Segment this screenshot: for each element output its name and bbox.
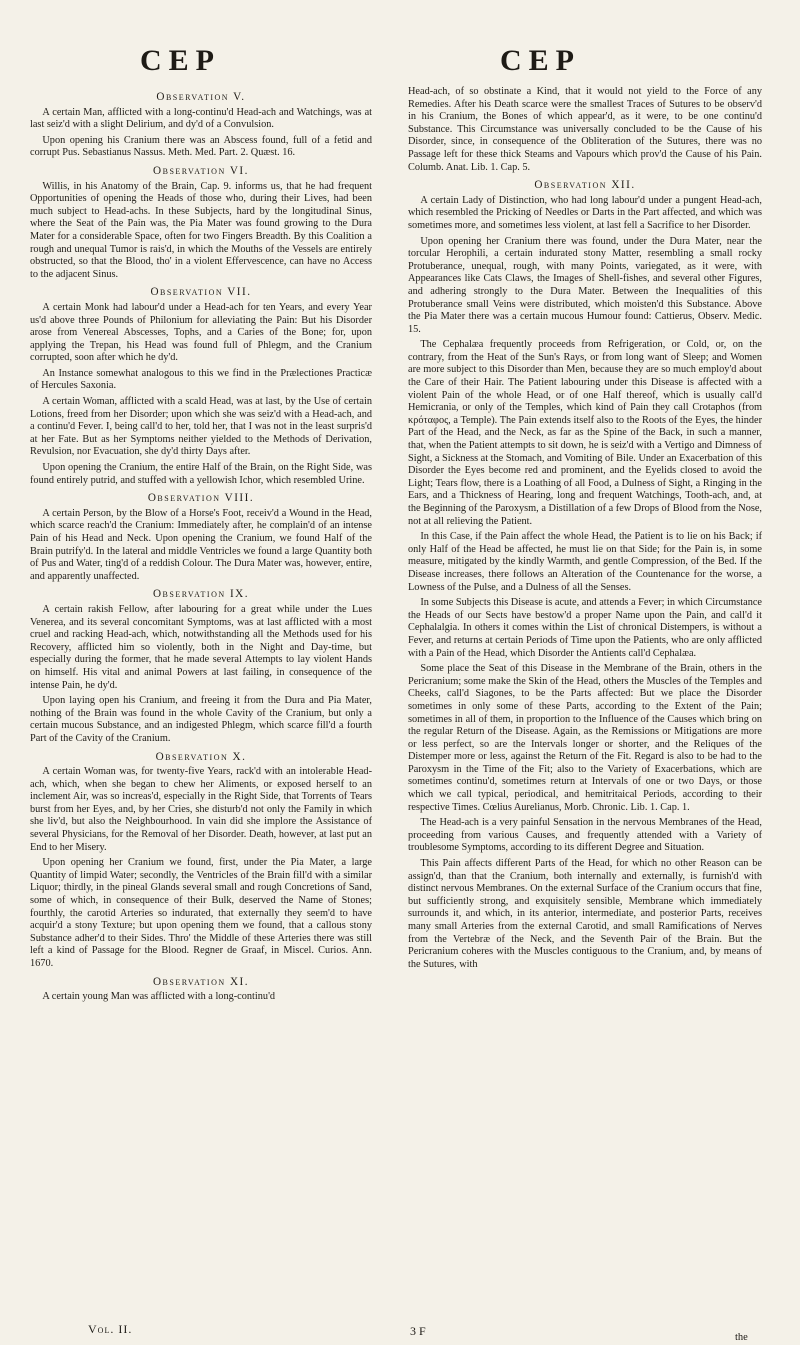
- running-head: [0, 44, 800, 84]
- observation-heading: Observation X.: [155, 750, 247, 763]
- paragraph: Upon opening his Cranium there was an Abscess found, full of a fetid and corrupt Pus. Sebastianus Nassus. Meth. Med. Part. 2. Quæst. 16.: [30, 134, 372, 159]
- observation-heading: Observation XII.: [534, 179, 636, 192]
- paragraph: Head-ach, of so obstinate a Kind, that it would not yield to the Force of any Remedies. After his Death scarce were the smallest Traces of Sutures to be observ'd in his Cranium, the Bones of which appear'd, as it were, to be one continu'd Substance. This Circumstance was universally concluded to be the Cause of his Disorder, since, in consequence of the Obliteration of the Sutures, there was no Passage left for these thick Steams and Vapours which prov'd the Cause of his Pain. Columb. Anat. Lib. 1. Cap. 5.: [408, 86, 762, 173]
- paragraph: Upon opening her Cranium we found, first, under the Pia Mater, a large Quantity of limpid Water; secondly, the Ventricles of the Brain fill'd with a similar Liquor; thirdly, in the pineal Glands several small and rough Concretions of Sand, some of which, in consequence of their Bulk, deserved the Name of Stones; fourthly, the carotid Arteries so indurated, that externally they seem'd to have acquir'd a stony Texture; but upon opening them we found, that a callous stony Substance adher'd to their Sides. Thro' the Middle of these Arteries there was still left a kind of Passage for the Blood. Regner de Graaf, in Miscel. Curios. Ann. 1670.: [30, 857, 372, 969]
- paragraph: Some place the Seat of this Disease in the Membrane of the Brain, others in the Pericranium; some make the Skin of the Head, others the Muscles of the Temples and Cheeks, call'd Siagones, to be the Parts affected: But we place the Disorder sometimes in only some of these Parts, according to the Extent of the Pain; sometimes in all of them, in proportion to the Influence of the Causes which bring on the regular Return of the Disease. Again, as the Remissions or Mitigations are more or less perfect, so are the Intervals longer or shorter, and the Reliques of the Distemper more or less, against the Return of the Fit. Regard is also to be had to the Paroxysm in the Time of the Fit; also to the Variety of Exacerbations, which are sometimes continu'd, sometimes return at Intervals of one or two Days, or those which we call typical, periodical, and hemitritaical Periods, according to their respective Times. Cœlius Aurelianus, Morb. Chronic. Lib. 1. Cap. 1.: [408, 663, 762, 813]
- paragraph: Upon opening her Cranium there was found, under the Dura Mater, near the torcular Herophili, a certain indurated stony Matter, resembling a small rocky Protuberance, unequal, rough, with many Points, variegated, as it were, with Appearances like Cats Claws, the Images of Shell-fishes, and several other Figures, and adhering strongly to the Dura Mater. Between the Inequalities of this Protuberance small Veins were distributed, which moisten'd this Substance. Above the Pia Mater there was a certain mucous Humour found: Cattierus, Observ. Medic. 15.: [408, 235, 762, 335]
- paragraph: The Head-ach is a very painful Sensation in the nervous Membranes of the Head, proceeding from various Causes, and frequently attended with a Variety of troublesome Symptoms, according to its different Degree and Situation.: [408, 817, 762, 854]
- paragraph: A certain Woman was, for twenty-five Years, rack'd with an intolerable Head-ach, which, when she began to chew her Aliments, or exposed herself to an inclement Air, was so increas'd, especially in the Right Side, that Torrents of Tears burst from her Eyes, and, by her Cries, she disturb'd not only the Family in which she liv'd, but also the Neighbourhood. In vain did she implore the Assistance of several Physicians, for the Removal of her Disorder. Death, however, at last put an End to her Misery.: [30, 766, 372, 853]
- paragraph: Upon opening the Cranium, the entire Half of the Brain, on the Right Side, was found entirely putrid, and stuffed with a yellowish Ichor, which resembled Urine.: [30, 462, 372, 486]
- observation-heading: Observation IX.: [152, 588, 250, 601]
- paragraph: In this Case, if the Pain affect the whole Head, the Patient is to lie on his Back; if only Half of the Head be affected, he must lie on that Side; for the Pain is, in some measure, mitigated by the kindly Warmth, and gentle Compression, of the Bed. If the Disease increases, there follows an Alteration of the Countenance for the worse, a Lowness of the Pulse, and a Dulness of all the Senses.: [408, 531, 762, 593]
- observation-heading: Observation VI.: [153, 164, 249, 177]
- observation-heading: Observation VIII.: [147, 492, 255, 505]
- catchword: the: [735, 1332, 748, 1343]
- left-column: [30, 86, 372, 1318]
- paragraph: An Instance somewhat analogous to this we find in the Prælectiones Practicæ of Hercules Saxonia.: [30, 367, 372, 392]
- paragraph: A certain Person, by the Blow of a Horse's Foot, receiv'd a Wound in the Head, which scarce reach'd the Cranium: Immediately after, he complain'd of an intense Pain of his Head and Neck. Upon opening the Cranium, we found Half of the Brain putrify'd. In the lateral and middle Ventricles we found a large Quantity both of Pus and Water, ting'd of a reddish Colour. The Dura Mater was, however, entire, and apparently unaffected.: [30, 507, 372, 582]
- paragraph: A certain Man, afflicted with a long-continu'd Head-ach and Watchings, was at last seiz'd with a slight Delirium, and dy'd of a Convulsion.: [30, 106, 372, 131]
- running-head-left: CEP: [140, 44, 221, 77]
- paragraph: A certain Woman, afflicted with a scald Head, was at last, by the Use of certain Lotions, freed from her Disorder; upon which she was seiz'd with a Head-ach, and a continu'd Fever. I, being call'd to her, told her, that I was not in the least surpris'd at her Fate. But as her Symptoms neither yielded to the Methods of Derivation, Revulsion, nor Evacuation, she dy'd thirty Days after.: [30, 396, 372, 458]
- signature-mark: 3 F: [410, 1324, 426, 1338]
- paragraph: Upon laying open his Cranium, and freeing it from the Dura and Pia Mater, nothing of the Brain was found in the whole Cavity of the Cranium, but only a certain mucous Substance, and an indigested Phlegm, which scarce fill'd a fourth Part of the Cavity of the Cranium.: [30, 695, 372, 744]
- observation-heading: Observation V.: [156, 91, 246, 103]
- paragraph: This Pain affects different Parts of the Head, for which no other Reason can be assign'd, than that the Cranium, both internally and externally, is furnish'd with distinct nervous Membranes. On the external Surface of the Cranium occurs that fine, but sufficiently strong, and exquisitely sensible, Membrane which immediately surrounds it, and which, in its anterior, intermediate, and posterior Parts, receives many small Arteries from the external Carotid, and small Ramifications of Nerves from the Vertebræ of the Neck, and the Seventh Pair of the Brain. But the Pericranium coheres with the Muscles contiguous to the Cranium, and, by means of the Sutures, with: [408, 858, 762, 970]
- volume-mark: Vol. II.: [88, 1322, 133, 1336]
- observation-heading: Observation VII.: [150, 286, 252, 299]
- paragraph: Willis, in his Anatomy of the Brain, Cap. 9. informs us, that he had frequent Opportunities of opening the Heads of those who, during their Lives, had been much subject to Head-achs. In these Subjects, hard by the longitudinal Sinus, where the Seat of the Pain was, the Pia Mater was found growing to the Dura Mater for a considerable Space, often for two Fingers Breadth. By this Coalition a rough and unequal Tumor is rais'd, in which the Mouths of the Vessels are entirely obstructed, so that the Blood, tho' in a violent Effervescence, can have no Access to the adjacent Sinus.: [30, 180, 372, 280]
- paragraph: A certain Lady of Distinction, who had long labour'd under a pungent Head-ach, which resembled the Pricking of Needles or Darts in the Part affected, and which was sometimes more, and sometimes less violent, at last fell a Sacrifice to her Disorder.: [408, 194, 762, 231]
- paragraph: The Cephalæa frequently proceeds from Refrigeration, or Cold, or, on the contrary, from the Heat of the Sun's Rays, or from long want of Sleep; and Women are more subject to this Disorder than Men, because they are so much employ'd about the Care of their Hair. The Patient labouring under this Disease is affected with a violent Pain of the whole Head, or of one Half thereof, which is usually call'd Hemicrania, or only of the Temples, which kind of Pain they call Crotaphos (from κρόταφος, a Temple). The Pain extends itself also to the Roots of the Eyes, the hinder Part of the Head, and the Neck, as far as the Spine of the Back, in such a manner, that, when the Patient attempts to sit down, he is seiz'd with a Vertigo and Dimness of Sight, a Sickness at the Stomach, and Vomiting of Bile. Under an Exacerbation of this Disorder the Eyes become red and prominent, and the Eyelids closed to avoid the Light; Tears flow, there is a Loathing of all Food, a Dulness of Sight, a Ringing in the Ears, and a Thickness of Hearing, long and frequent Watchings, Tooth-ach, and, at the Beginning of the Paroxysm, a Distillation of a few Drops of Blood from the Nose, not at all relieving the Patient.: [408, 339, 762, 527]
- paragraph: In some Subjects this Disease is acute, and attends a Fever; in which Circumstance the Heads of our Sects have bestow'd a proper Name upon the Pain, and call'd it Cephalalgia. In others it comes within the List of chronical Distempers, is without a Fever, and returns at certain Periods of Time upon the Patients, who are only afflicted with a Pain of the Head, which Disorder the Antients call'd Cephalæa.: [408, 597, 762, 659]
- observation-heading: Observation XI.: [152, 975, 250, 988]
- paragraph: A certain Monk had labour'd under a Head-ach for ten Years, and every Year us'd above three Pounds of Philonium for alleviating the Pain: But his Disorder arose from Venereal Abscesses, Tophs, and a Caries of the Bone; for, upon applying the Trepan, his Head was found full of Phlegm, and the Cranium corrupted, soon after which he dy'd.: [30, 301, 372, 364]
- page-footer: [0, 1322, 800, 1342]
- right-column: [408, 86, 762, 1318]
- paragraph: A certain young Man was afflicted with a long-continu'd: [42, 991, 276, 1003]
- running-head-right: CEP: [500, 44, 581, 77]
- paragraph: A certain rakish Fellow, after labouring for a great while under the Lues Venerea, and its several concomitant Symptoms, was at last afflicted with a most cruel and racking Head-ach, which, notwithstanding all the Methods used for his Recovery, afflicted him so violently, both in the Night and Day-time, but especially during the former, that he made several Attempts to lay violent Hands on himself. His vital and animal Powers at last failing, in consequence of the intense Pain, he dy'd.: [30, 603, 372, 691]
